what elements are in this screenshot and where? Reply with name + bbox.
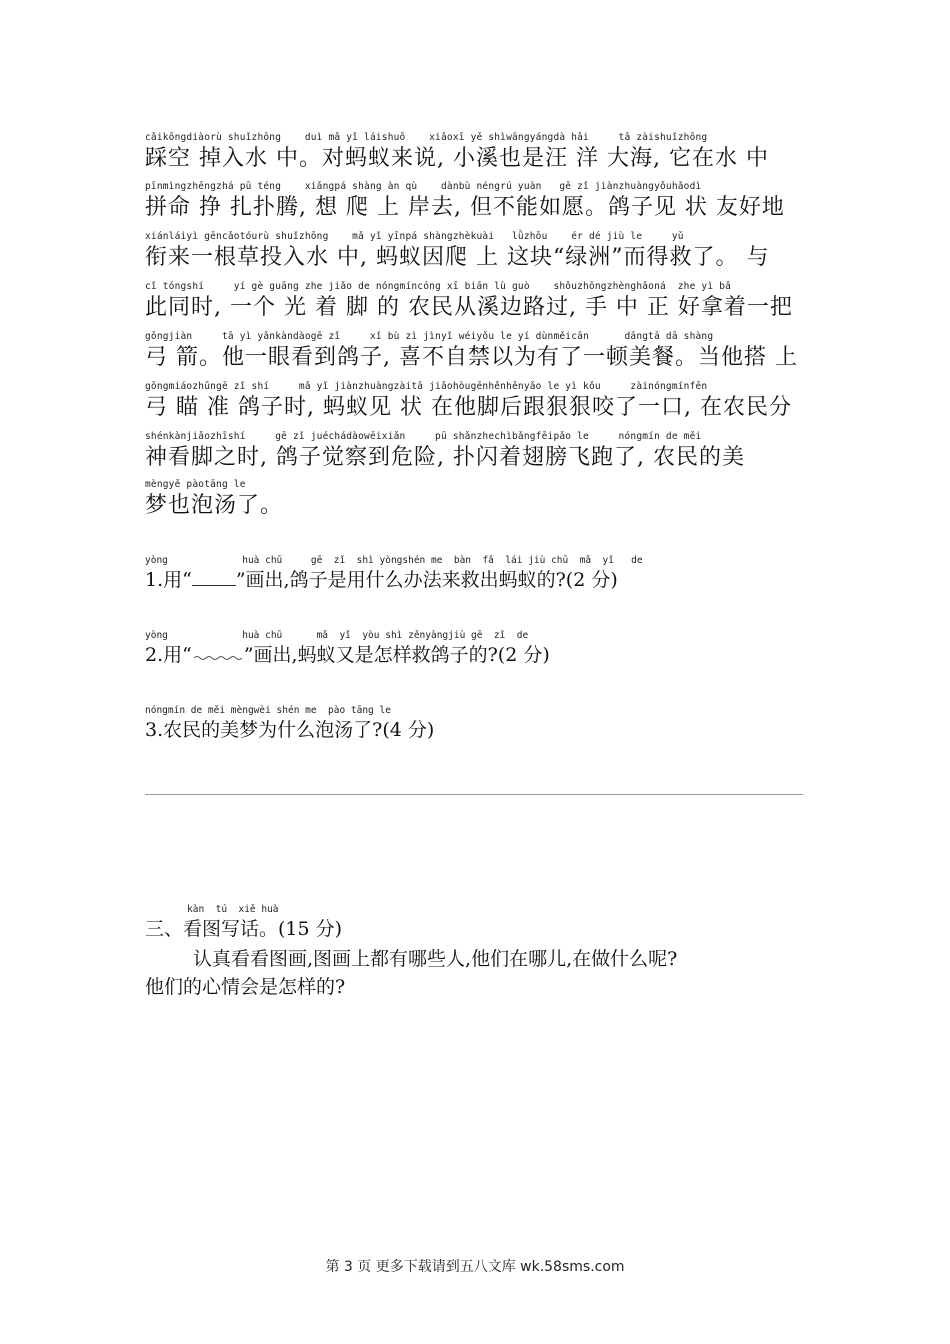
question-prefix: 2.用“: [145, 644, 192, 666]
section-3-instructions: [145, 945, 835, 1001]
instruction-line-1: 认真看看图画,图画上都有哪些人,他们在哪儿,在做什么呢?: [193, 948, 678, 970]
passage-text: 弓 箭。他一眼看到鸽子, 喜不自禁以为有了一顿美餐。当他搭 上: [145, 345, 798, 370]
passage-text: 拼命 挣 扎扑腾, 想 爬 上 岸去, 但不能如愿。鸽子见 状 友好地: [145, 195, 785, 220]
pinyin-annotation: mèngyě pàotāng le: [145, 479, 246, 490]
pinyin-annotation: gōngmiáozhǔngē zǐ shí mǎ yǐ jiànzhuàngzàitā jiǎohòugēnhěnhěnyǎo le yì kǒu zàinóngmínfēn: [145, 381, 708, 392]
question-suffix: ”画出,蚂蚁又是怎样救鸽子的?(2 分): [243, 644, 550, 666]
passage-line-3: [145, 230, 825, 272]
section-3-heading: [145, 903, 845, 941]
pinyin-annotation: cǎikōngdiàorù shuǐzhōng duì mǎ yǐ láishuō xiǎoxī yě shìwāngyángdà hǎi tā zàishuǐzhōng: [145, 132, 708, 143]
passage-line-5: [145, 330, 825, 372]
passage-line-7: [145, 430, 825, 472]
question-text: 3.农民的美梦为什么泡汤了?(4 分): [145, 719, 435, 741]
question-2: [145, 629, 845, 667]
question-suffix: ”画出,鸽子是用什么办法来救出蚂蚁的?(2 分): [235, 569, 618, 591]
pinyin-annotation: nóngmín de měi mèngwèi shén me pào tāng le: [145, 705, 391, 716]
passage-line-1: [145, 131, 825, 173]
page-footer: 第 3 页 更多下载请到五八文库 wk.58sms.com: [325, 1259, 625, 1275]
question-text: [145, 568, 845, 592]
section-title: 三、看图写话。(15 分): [145, 918, 343, 940]
answer-line[interactable]: [145, 794, 803, 795]
pinyin-annotation: kàn tú xiě huà: [187, 904, 279, 915]
pinyin-annotation: xiánláiyì gēncǎotóurù shuǐzhōng mǎ yǐ yīnpá shàngzhèkuài lǜzhōu ér dé jiù le yǔ: [145, 231, 684, 242]
passage-line-8: [145, 478, 825, 520]
passage-text: 弓 瞄 准 鸽子时, 蚂蚁见 状 在他脚后跟狠狠咬了一口, 在农民分: [145, 395, 792, 420]
pinyin-annotation: yòng huà chū gē zǐ shì yòngshén me bàn fǎ lái jiù chū mǎ yǐ de: [145, 555, 643, 566]
passage-text: 神看脚之时, 鸽子觉察到危险, 扑闪着翅膀飞跑了, 农民的美: [145, 445, 745, 470]
passage-text: 衔来一根草投入水 中, 蚂蚁因爬 上 这块“绿洲”而得救了。 与: [145, 245, 770, 270]
pinyin-annotation: cǐ tóngshí yí gè guāng zhe jiǎo de nóngmíncóng xī biān lù guò shǒuzhōngzhènghǎoná zhe yì bǎ: [145, 281, 732, 292]
passage-text: 此同时, 一个 光 着 脚 的 农民从溪边路过, 手 中 正 好拿着一把: [145, 295, 793, 320]
question-prefix: 1.用“: [145, 569, 192, 591]
pinyin-annotation: gōngjiàn tā yì yǎnkàndàogē zǐ xǐ bù zì jìnyǐ wéiyǒu le yí dùnměicān dāngtā dā shàng: [145, 331, 714, 342]
passage-line-4: [145, 280, 825, 322]
passage-text: 踩空 掉入水 中。对蚂蚁来说, 小溪也是汪 洋 大海, 它在水 中: [145, 146, 769, 171]
instruction-line-2: 他们的心情会是怎样的?: [145, 976, 346, 998]
question-3: [145, 704, 845, 742]
question-text: [145, 643, 845, 667]
pinyin-annotation: shénkànjiǎozhīshí gē zǐ juéchádàowēixiǎn pū shǎnzhechìbǎngfēipǎo le nóngmín de měi: [145, 431, 702, 442]
question-1: [145, 554, 845, 592]
passage-line-6: [145, 380, 825, 422]
passage-text: 梦也泡汤了。: [145, 493, 284, 518]
straight-underline-mark: [192, 571, 236, 586]
pinyin-annotation: yòng huà chū mǎ yǐ yòu shì zěnyàngjiù gē zǐ de: [145, 630, 529, 641]
wavy-underline-mark: [192, 643, 244, 657]
pinyin-annotation: pīnmìngzhēngzhá pū téng xiǎngpá shàng àn qù dànbù néngrú yuàn gē zǐ jiànzhuàngyǒuhǎodì: [145, 181, 702, 192]
passage-line-2: [145, 180, 825, 222]
